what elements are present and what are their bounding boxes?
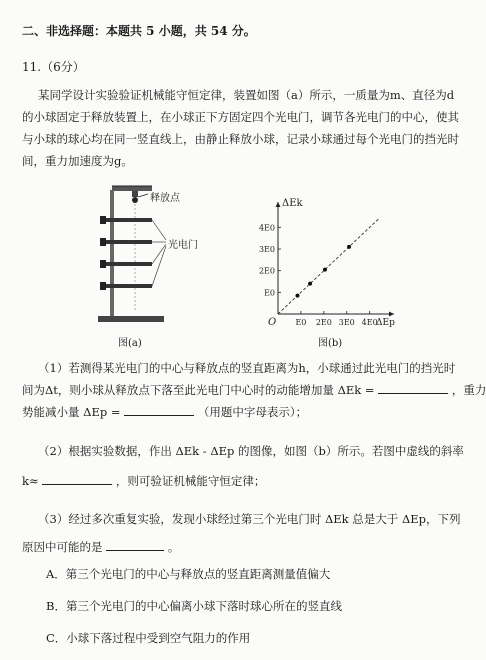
photogate-label: 光电门 xyxy=(168,240,198,251)
part1-line3 xyxy=(22,401,462,423)
chart-figure-b xyxy=(250,196,400,336)
figure-a-caption: 图(a) xyxy=(118,338,142,349)
part2-line1: （2）根据实验数据，作出 ΔEk - ΔEp 的图像，如图（b）所示。若图中虚线的斜率 xyxy=(38,444,464,458)
option-b[interactable]: B．第三个光电门的中心偏离小球下落时球心所在的竖直线 xyxy=(46,599,342,613)
ball xyxy=(132,197,138,203)
part-3 xyxy=(22,508,462,558)
release-device xyxy=(132,191,138,197)
photogate-3 xyxy=(100,260,152,268)
data-point xyxy=(347,245,351,249)
intro-line: 的小球固定于释放装置上，在小球正下方固定四个光电门，调节各光电门的中心，使其 xyxy=(22,110,459,124)
intro-line: 间，重力加速度为g。 xyxy=(22,154,133,168)
part1-line2-suffix: ，重力 xyxy=(451,383,486,397)
part-1 xyxy=(22,357,486,423)
y-tick-label: E0 xyxy=(264,288,275,298)
photogate-1 xyxy=(100,216,152,224)
section-heading: 二、非选择题：本题共 5 小题，共 54 分。 xyxy=(22,24,256,38)
part1-line3-text: 势能减小量 ΔEp = xyxy=(22,405,121,419)
answer-blank-slope[interactable] xyxy=(42,474,112,485)
option-c[interactable]: C．小球下落过程中受到空气阻力的作用 xyxy=(46,631,251,645)
part1-line3-suffix: （用题中字母表示）； xyxy=(197,405,308,419)
y-axis-arrow xyxy=(276,202,281,207)
data-point xyxy=(295,294,299,298)
question-number: 11.（6分） xyxy=(22,60,85,74)
part3-line2-text: 原因中可能的是 xyxy=(22,540,103,554)
question-intro xyxy=(22,84,462,172)
option-a[interactable]: A．第三个光电门的中心与释放点的竖直距离测量值偏大 xyxy=(46,567,331,581)
fit-line xyxy=(278,219,379,314)
part-2 xyxy=(22,440,462,492)
answer-blank-delta-ep[interactable] xyxy=(124,405,194,416)
part1-line2-text: 间为Δt，则小球从释放点下落至此光电门中心时的动能增加量 ΔEk = xyxy=(22,383,375,397)
part2-line2 xyxy=(22,470,462,492)
part3-line2-suffix: 。 xyxy=(167,540,180,554)
x-tick-label: 4E0 xyxy=(361,318,378,327)
x-tick-label: E0 xyxy=(295,318,307,327)
part1-line1: （1）若测得某光电门的中心与释放点的竖直距离为h，小球通过此光电门的挡光时 xyxy=(38,361,456,375)
figure-b-caption: 图(b) xyxy=(318,338,343,349)
part3-line1: （3）经过多次重复实验，发现小球经过第三个光电门时 ΔEk 总是大于 ΔEp，下列 xyxy=(38,512,461,526)
stand-base xyxy=(98,316,164,322)
top-beam xyxy=(112,186,152,191)
apparatus-figure xyxy=(90,182,200,332)
y-tick-label: 3E0 xyxy=(258,245,275,254)
answer-blank-delta-ek[interactable] xyxy=(378,383,448,394)
stand-pole xyxy=(110,190,114,318)
x-tick-label: 3E0 xyxy=(338,318,355,327)
photogate-2 xyxy=(100,238,152,246)
photogate-4 xyxy=(100,282,152,290)
origin-label: O xyxy=(268,317,277,328)
answer-blank-reason[interactable] xyxy=(106,540,164,551)
release-point-label: 释放点 xyxy=(150,193,180,204)
part3-line2 xyxy=(22,536,462,558)
y-tick-label: 4E0 xyxy=(258,223,275,233)
data-point xyxy=(323,268,327,272)
y-axis-label: ΔEk xyxy=(282,198,303,209)
intro-line: 与小球的球心均在同一竖直线上，由静止释放小球，记录小球通过每个光电门的挡光时 xyxy=(22,132,459,146)
x-axis-arrow xyxy=(389,312,394,317)
intro-line: 某同学设计实验验证机械能守恒定律，装置如图（a）所示，一质量为m、直径为d xyxy=(38,88,455,102)
y-tick-label: 2E0 xyxy=(258,266,275,276)
part2-line2-text: k≈ xyxy=(22,474,39,488)
x-axis-label: ΔEp xyxy=(376,318,395,328)
data-point xyxy=(308,282,312,286)
part2-line2-suffix: ，则可验证机械能守恒定律； xyxy=(115,474,266,488)
part1-line2 xyxy=(22,379,486,401)
x-tick-label: 2E0 xyxy=(315,318,332,327)
